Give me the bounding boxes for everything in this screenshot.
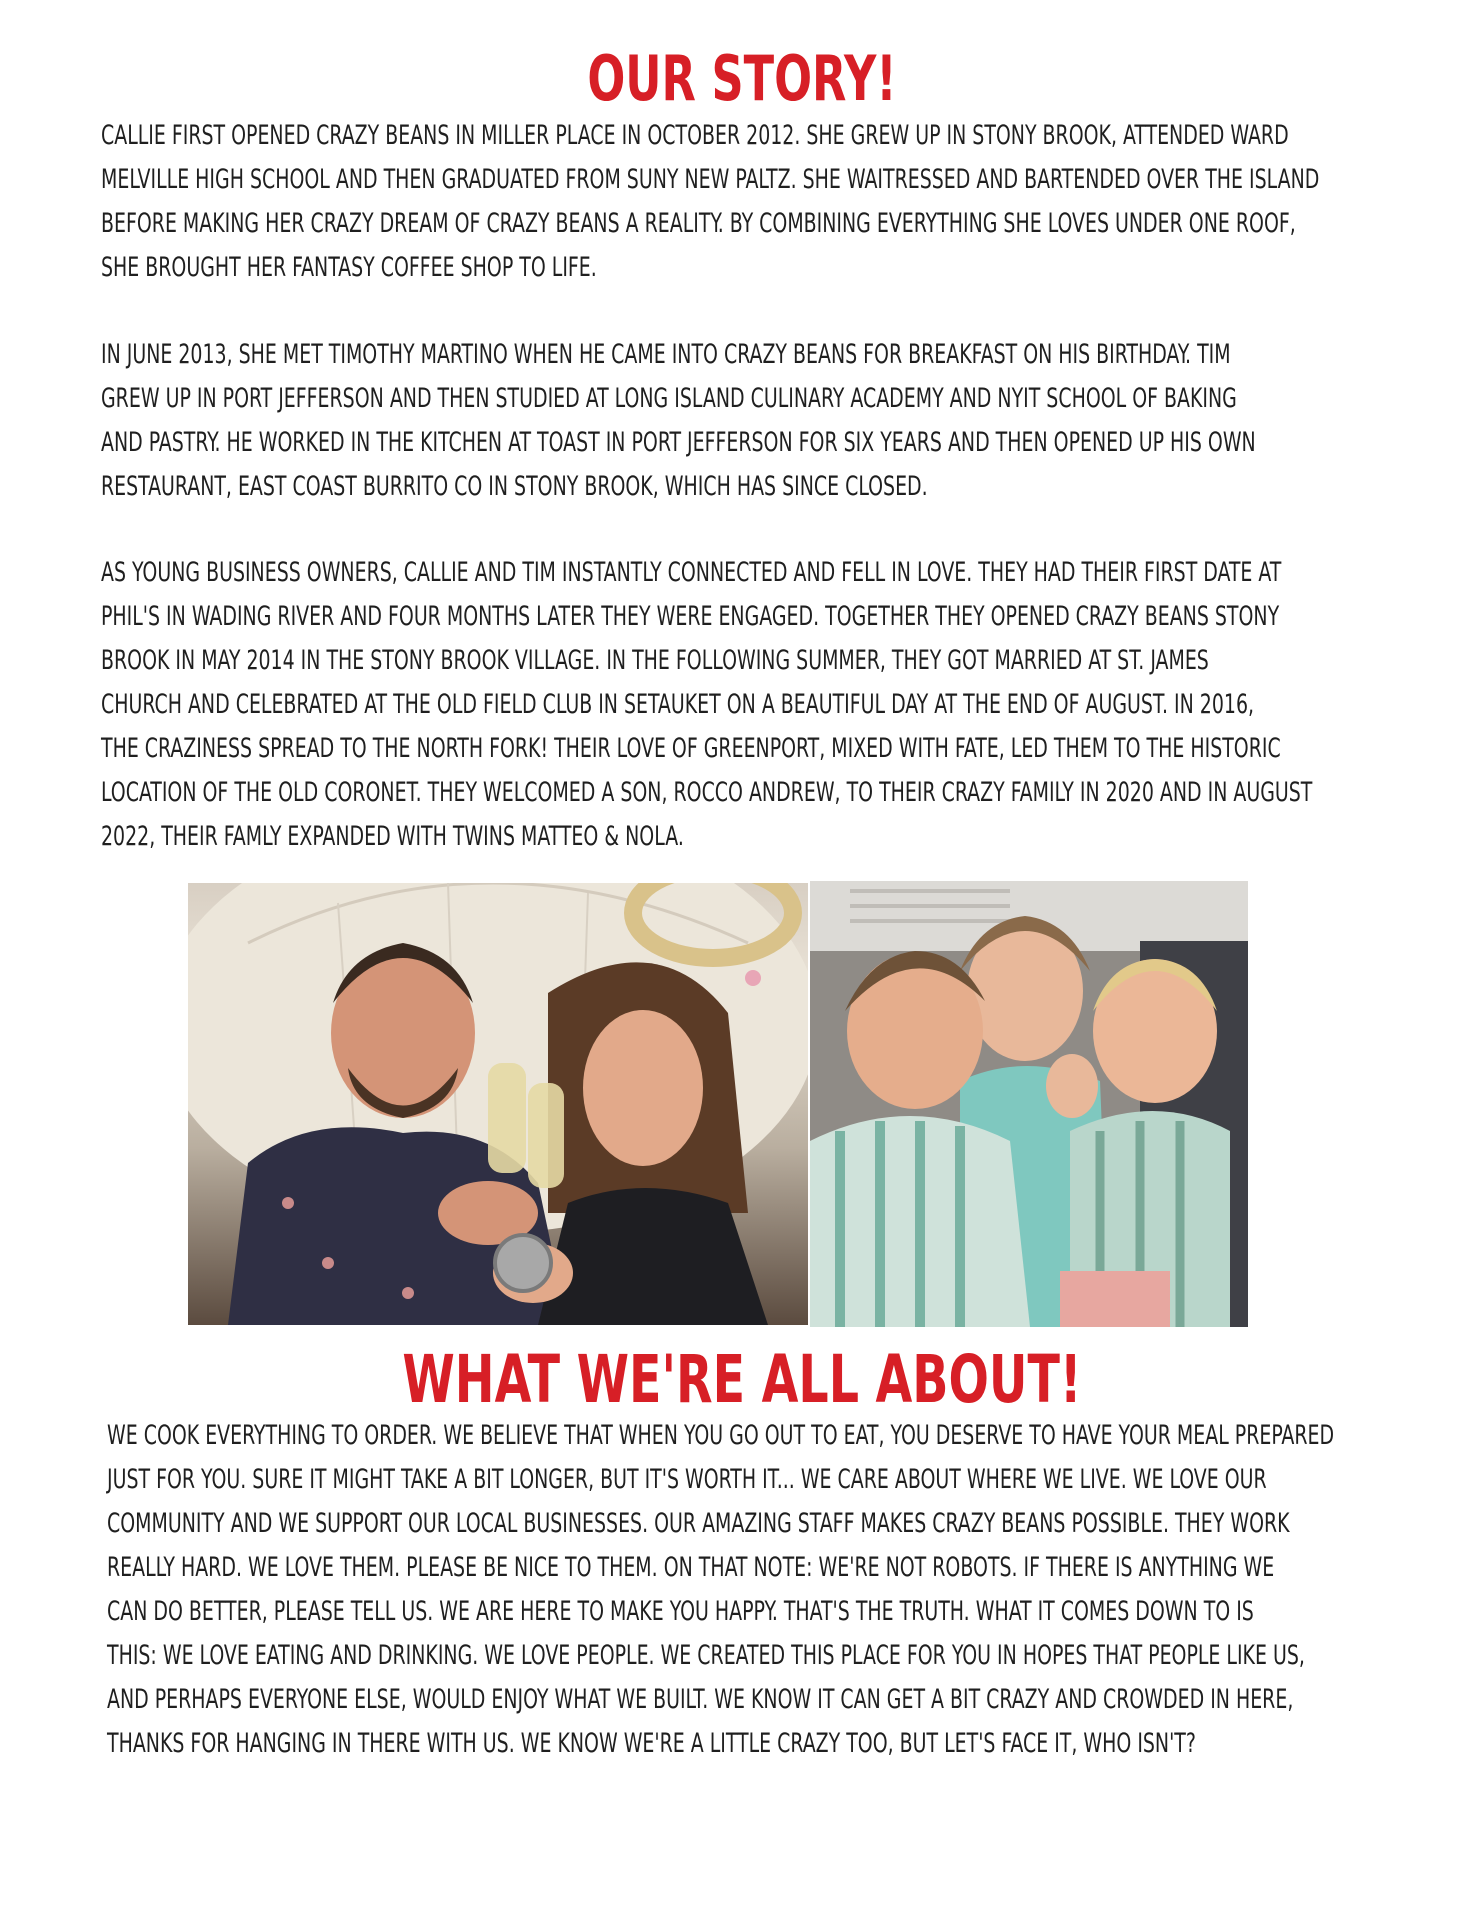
text-line: RESTAURANT, EAST COAST BURRITO CO IN STONY BROOK, WHICH HAS SINCE CLOSED. (101, 471, 928, 502)
story-paragraph-3 (101, 551, 1312, 859)
text-line: AND PASTRY. HE WORKED IN THE KITCHEN AT TOAST IN PORT JEFFERSON FOR SIX YEARS AND THEN OPENED UP HIS OWN (101, 427, 1256, 458)
text-line: MELVILLE HIGH SCHOOL AND THEN GRADUATED FROM SUNY NEW PALTZ. SHE WAITRESSED AND BARTENDED OVER THE ISLAND (101, 164, 1320, 195)
kids-photo (810, 881, 1248, 1327)
text-line: IN JUNE 2013, SHE MET TIMOTHY MARTINO WHEN HE CAME INTO CRAZY BEANS FOR BREAKFAST ON HIS BIRTHDAY. TIM (101, 339, 1231, 370)
text-line: 2022, THEIR FAMLY EXPANDED WITH TWINS MATTEO & NOLA. (101, 821, 684, 852)
text-line: WE COOK EVERYTHING TO ORDER. WE BELIEVE THAT WHEN YOU GO OUT TO EAT, YOU DESERVE TO HAVE YOUR MEAL PREPARED (107, 1420, 1335, 1451)
text-line: THIS: WE LOVE EATING AND DRINKING. WE LOVE PEOPLE. WE CREATED THIS PLACE FOR YOU IN HOPES THAT PEOPLE LIKE US, (107, 1640, 1305, 1671)
text-line: LOCATION OF THE OLD CORONET. THEY WELCOMED A SON, ROCCO ANDREW, TO THEIR CRAZY FAMILY IN 2020 AND IN AUGUST (101, 777, 1313, 808)
text-line: BEFORE MAKING HER CRAZY DREAM OF CRAZY BEANS A REALITY. BY COMBINING EVERYTHING SHE LOVES UNDER ONE ROOF, (101, 208, 1296, 239)
our-story-heading: OUR STORY! (587, 42, 897, 115)
text-line: THANKS FOR HANGING IN THERE WITH US. WE KNOW WE'RE A LITTLE CRAZY TOO, BUT LET'S FACE IT, WHO ISN'T? (107, 1728, 1196, 1759)
text-line: CAN DO BETTER, PLEASE TELL US. WE ARE HERE TO MAKE YOU HAPPY. THAT'S THE TRUTH. WHAT IT COMES DOWN TO IS (107, 1596, 1254, 1627)
text-line: PHIL'S IN WADING RIVER AND FOUR MONTHS LATER THEY WERE ENGAGED. TOGETHER THEY OPENED CRAZY BEANS STONY (101, 601, 1280, 632)
story-paragraph-2 (101, 333, 1256, 509)
text-line: GREW UP IN PORT JEFFERSON AND THEN STUDIED AT LONG ISLAND CULINARY ACADEMY AND NYIT SCHOOL OF BAKING (101, 383, 1237, 414)
text-line: REALLY HARD. WE LOVE THEM. PLEASE BE NICE TO THEM. ON THAT NOTE: WE'RE NOT ROBOTS. IF THERE IS ANYTHING WE (107, 1552, 1275, 1583)
story-paragraph-1 (101, 114, 1319, 290)
text-line: SHE BROUGHT HER FANTASY COFFEE SHOP TO LIFE. (101, 252, 597, 283)
text-line: COMMUNITY AND WE SUPPORT OUR LOCAL BUSINESSES. OUR AMAZING STAFF MAKES CRAZY BEANS POSSIBLE. THEY WORK (107, 1508, 1290, 1539)
text-line: JUST FOR YOU. SURE IT MIGHT TAKE A BIT LONGER, BUT IT'S WORTH IT... WE CARE ABOUT WHERE WE LIVE. WE LOVE OUR (107, 1464, 1267, 1495)
text-line: AND PERHAPS EVERYONE ELSE, WOULD ENJOY WHAT WE BUILT. WE KNOW IT CAN GET A BIT CRAZY AND CROWDED IN HERE, (107, 1684, 1294, 1715)
text-line: CALLIE FIRST OPENED CRAZY BEANS IN MILLER PLACE IN OCTOBER 2012. SHE GREW UP IN STONY BROOK, ATTENDED WARD (101, 120, 1289, 151)
text-line: AS YOUNG BUSINESS OWNERS, CALLIE AND TIM INSTANTLY CONNECTED AND FELL IN LOVE. THEY HAD THEIR FIRST DATE AT (101, 557, 1282, 588)
text-line: CHURCH AND CELEBRATED AT THE OLD FIELD CLUB IN SETAUKET ON A BEAUTIFUL DAY AT THE END OF AUGUST. IN 2016, (101, 689, 1255, 720)
what-were-all-about-heading: WHAT WE'RE ALL ABOUT! (402, 1341, 1082, 1418)
text-line: THE CRAZINESS SPREAD TO THE NORTH FORK! THEIR LOVE OF GREENPORT, MIXED WITH FATE, LED THEM TO THE HISTORIC (101, 733, 1281, 764)
text-line: BROOK IN MAY 2014 IN THE STONY BROOK VILLAGE. IN THE FOLLOWING SUMMER, THEY GOT MARRIED AT ST. JAMES (101, 645, 1209, 676)
couple-photo (188, 883, 808, 1325)
about-paragraph (107, 1414, 1334, 1766)
